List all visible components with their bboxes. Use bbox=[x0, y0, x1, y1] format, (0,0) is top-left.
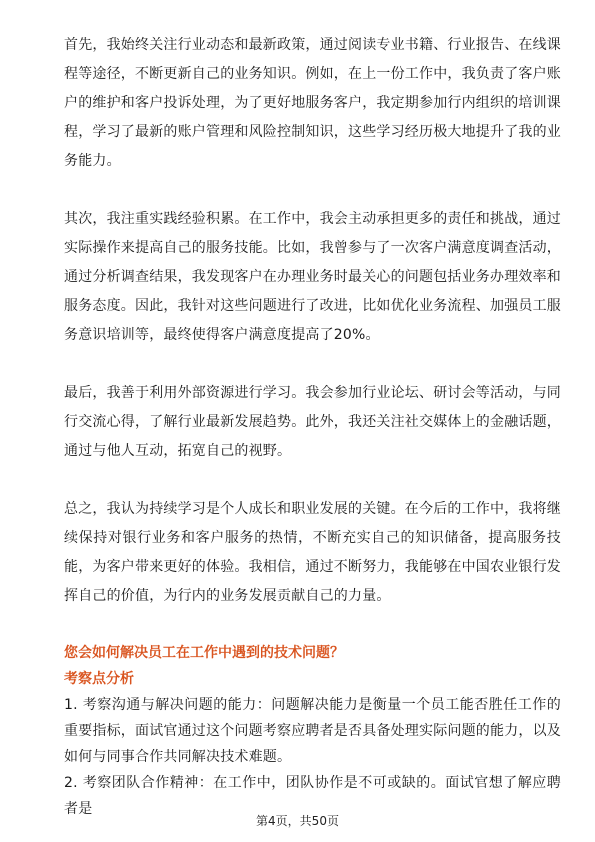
paragraph-conclusion: 总之，我认为持续学习是个人成长和职业发展的关键。在今后的工作中，我将继续保持对银行业务和客户服务的热情，不断充实自己的知识储备，提高服务技能，为客户带来更好的体验。我相信，通过不断努力，我能够在中国农业银行发挥自己的价值，为行内的业务发展贡献自己的力量。 bbox=[64, 501, 561, 604]
analysis-item-1: 1. 考察沟通与解决问题的能力：问题解决能力是衡量一个员工能否胜任工作的重要指标，面试官通过这个问题考察应聘者是否具备处理实际问题的能力，以及如何与同事合作共同解决技术难题。 bbox=[64, 697, 561, 765]
paragraph-first: 首先，我始终关注行业动态和最新政策，通过阅读专业书籍、行业报告、在线课程等途径，不断更新自己的业务知识。例如，在上一份工作中，我负责了客户账户的维护和客户投诉处理，为了更好地服务客户，我定期参加行内组织的培训课程，学习了最新的账户管理和风险控制知识，这些学习经历极大地提升了我的业务能力。 bbox=[64, 37, 561, 169]
question-title: 您会如何解决员工在工作中遇到的技术问题？ bbox=[64, 645, 344, 661]
analysis-item-2: 2. 考察团队合作精神：在工作中，团队协作是不可或缺的。面试官想了解应聘者是 bbox=[64, 775, 561, 817]
document-body bbox=[64, 31, 561, 822]
paragraph-last: 最后，我善于利用外部资源进行学习。我会参加行业论坛、研讨会等活动，与同行交流心得，了解行业最新发展趋势。此外，我还关注社交媒体上的金融话题，通过与他人互动，拓宽自己的视野。 bbox=[64, 385, 561, 459]
paragraph-second: 其次，我注重实践经验积累。在工作中，我会主动承担更多的责任和挑战，通过实际操作来提高自己的服务技能。比如，我曾参与了一次客户满意度调查活动，通过分析调查结果，我发现客户在办理业务时最关心的问题包括业务办理效率和服务态度。因此，我针对这些问题进行了改进，比如优化业务流程、加强员工服务意识培训等，最终使得客户满意度提高了20%。 bbox=[64, 211, 561, 343]
page-number: 第4页，共50页 bbox=[256, 814, 339, 828]
analysis-heading: 考察点分析 bbox=[64, 671, 134, 687]
